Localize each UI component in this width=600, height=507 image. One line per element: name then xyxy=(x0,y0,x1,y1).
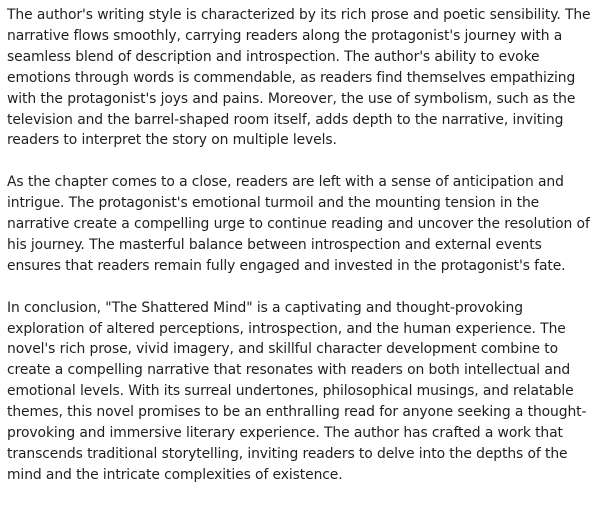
paragraph-conclusion: In conclusion, "The Shattered Mind" is a captivating and thought-provoking exploration of altered perceptions, introspection, and the human experience. The novel's rich prose, vivid imagery, and skillful character development combine to create a compelling narrative that resonates with readers on both intellectual and emotional levels. With its surreal undertones, philosophical musings, and relatable themes, this novel promises to be an enthralling read for anyone seeking a thought-provoking and immersive literary experience. The author has crafted a work that transcends traditional storytelling, inviting readers to delve into the depths of the mind and the intricate complexities of existence. xyxy=(7,299,587,483)
paragraph-writing-style: The author's writing style is characterized by its rich prose and poetic sensibility. The narrative flows smoothly, carrying readers along the protagonist's journey with a seamless blend of description and introspection. The author's ability to evoke emotions through words is commendable, as readers find themselves empathizing with the protagonist's joys and pains. Moreover, the use of symbolism, such as the television and the barrel-shaped room itself, adds depth to the narrative, inviting readers to interpret the story on multiple levels. xyxy=(7,7,591,149)
document-body xyxy=(7,5,595,507)
paragraph-chapter-close: As the chapter comes to a close, readers are left with a sense of anticipation and intrigue. The protagonist's emotional turmoil and the mounting tension in the narrative create a compelling urge to continue reading and uncover the resolution of his journey. The masterful balance between introspection and external events ensures that readers remain fully engaged and invested in the protagonist's fate. xyxy=(7,174,590,274)
